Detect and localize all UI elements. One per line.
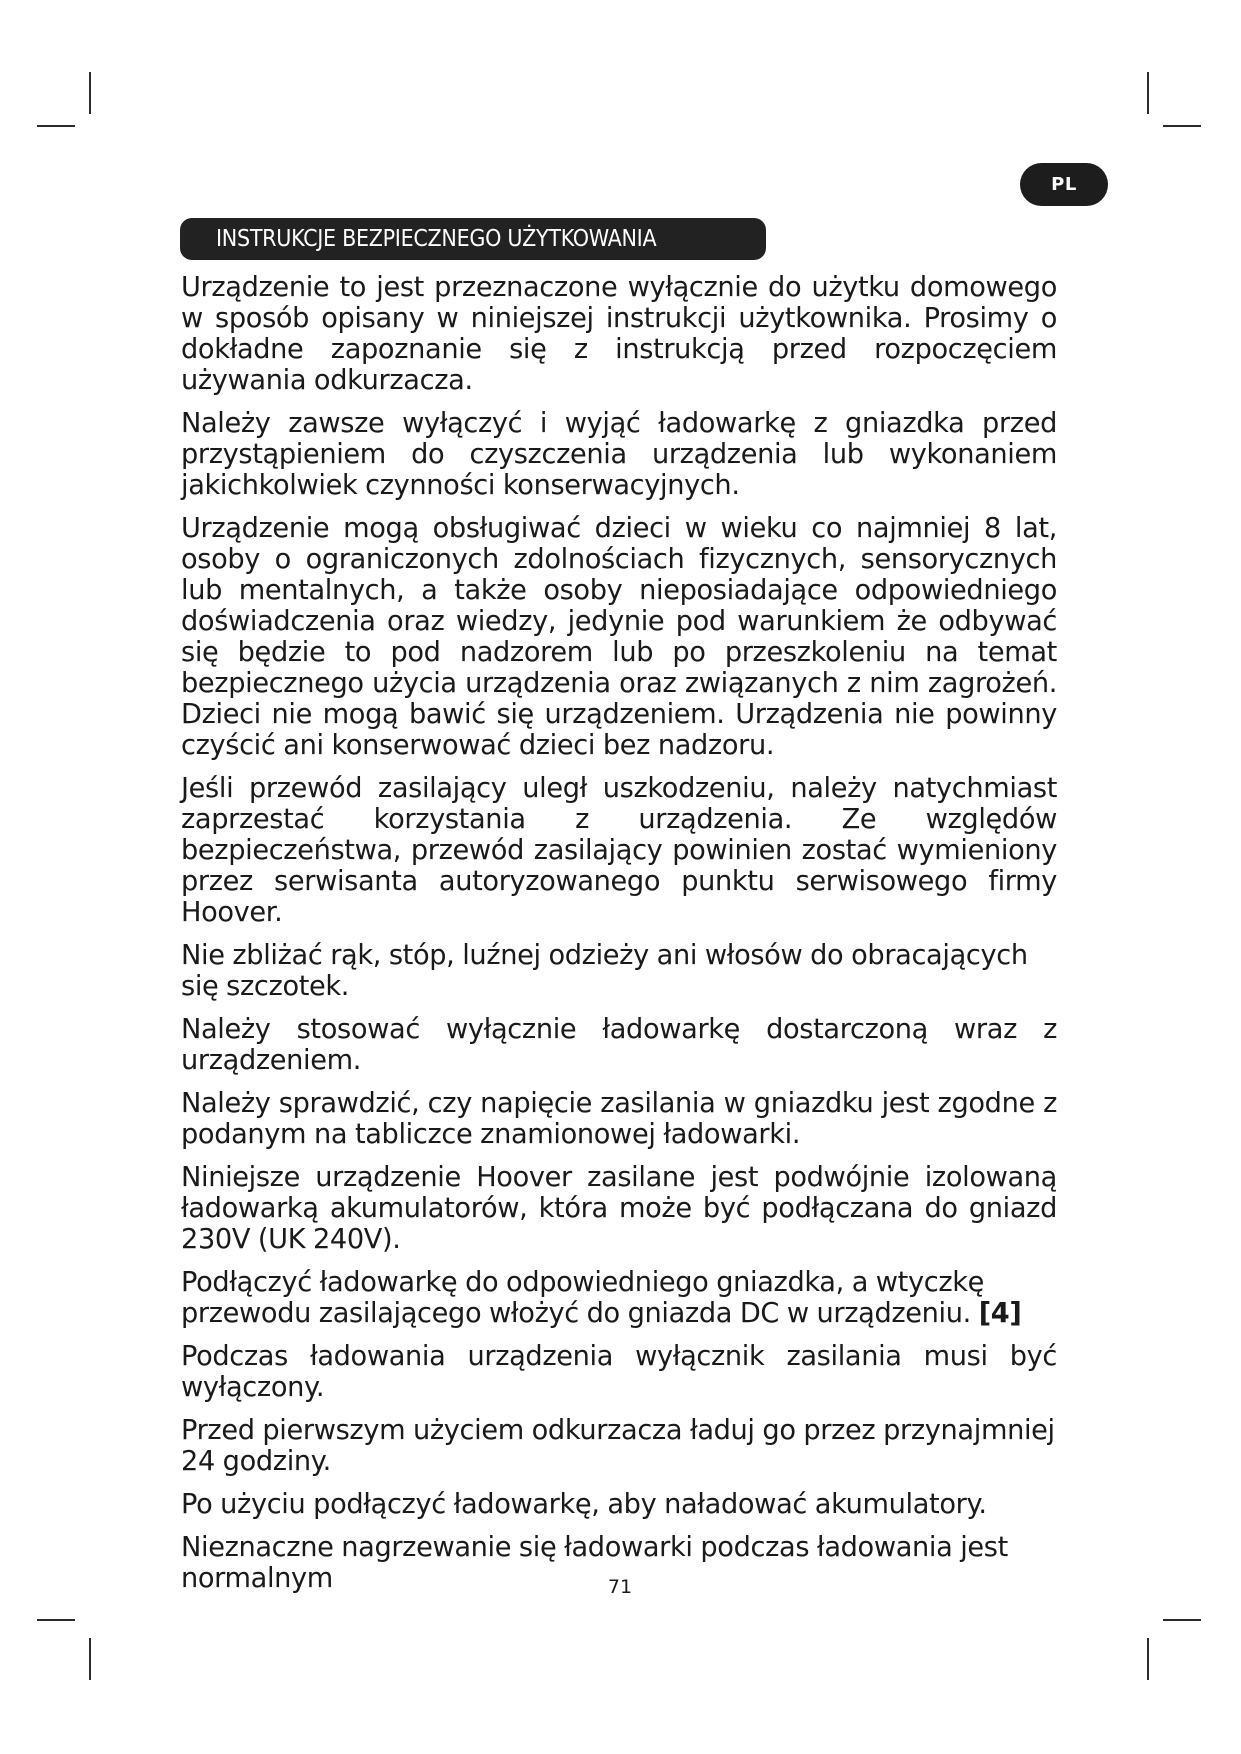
crop-mark-bottom-right-vertical	[1147, 1638, 1149, 1680]
paragraph-double-insulated: Niniejsze urządzenie Hoover zasilane jest podwójnie izolowaną ładowarką akumulatorów, która może być podłączana do gniazd 230V (UK 240V).	[181, 1162, 1057, 1255]
paragraph-power-switch-off: Podczas ładowania urządzenia wyłącznik zasilania musi być wyłączony.	[181, 1341, 1057, 1403]
paragraph-unplug-before-cleaning: Należy zawsze wyłączyć i wyjąć ładowarkę z gniazdka przed przystąpieniem do czyszczenia urządzenia lub wykonaniem jakichkolwiek czynności konserwacyjnych.	[181, 408, 1057, 501]
safety-instructions-body	[181, 272, 1057, 1606]
page-number: 71	[607, 1576, 633, 1598]
paragraph-connect-charger	[181, 1267, 1057, 1329]
crop-mark-bottom-left-horizontal	[37, 1619, 75, 1621]
crop-mark-top-left-horizontal	[37, 125, 75, 127]
crop-mark-bottom-left-vertical	[89, 1638, 91, 1680]
paragraph-first-charge: Przed pierwszym użyciem odkurzacza ładuj go przez przynajmniej 24 godziny.	[181, 1415, 1055, 1477]
crop-mark-bottom-right-horizontal	[1163, 1619, 1201, 1621]
connect-charger-text: Podłączyć ładowarkę do odpowiedniego gniazdka, a wtyczkę przewodu zasilającego włożyć do gniazda DC w urządzeniu.	[181, 1267, 985, 1329]
language-badge: PL	[1020, 163, 1108, 206]
paragraph-domestic-use: Urządzenie to jest przeznaczone wyłącznie do użytku domowego w sposób opisany w niniejszej instrukcji użytkownika. Prosimy o dokładne zapoznanie się z instrukcją przed rozpoczęciem używania odkurzacza.	[181, 272, 1057, 396]
crop-mark-top-right-vertical	[1147, 72, 1149, 114]
paragraph-damaged-cord: Jeśli przewód zasilający uległ uszkodzeniu, należy natychmiast zaprzestać korzystania z urządzenia. Ze względów bezpieczeństwa, przewód zasilający powinien zostać wymieniony przez serwisanta autoryzowanego punktu serwisowego firmy Hoover.	[181, 773, 1057, 928]
figure-reference: [4]	[978, 1298, 1022, 1329]
paragraph-supplied-charger: Należy stosować wyłącznie ładowarkę dostarczoną wraz z urządzeniem.	[181, 1014, 1057, 1076]
paragraph-rotating-brushes: Nie zbliżać rąk, stóp, luźnej odzieży ani włosów do obracających się szczotek.	[181, 940, 1028, 1002]
section-title: INSTRUKCJE BEZPIECZNEGO UŻYTKOWANIA	[180, 218, 766, 260]
crop-mark-top-right-horizontal	[1163, 125, 1201, 127]
paragraph-recharge-after-use: Po użyciu podłączyć ładowarkę, aby naładować akumulatory.	[181, 1489, 987, 1520]
paragraph-charger-warming: Nieznaczne nagrzewanie się ładowarki podczas ładowania jest normalnym	[181, 1532, 1008, 1594]
paragraph-children-supervision: Urządzenie mogą obsługiwać dzieci w wieku co najmniej 8 lat, osoby o ograniczonych zdolnościach fizycznych, sensorycznych lub mentalnych, a także osoby nieposiadające odpowiedniego doświadczenia oraz wiedzy, jedynie pod warunkiem że odbywać się będzie to pod nadzorem lub po przeszkoleniu na temat bezpiecznego użycia urządzenia oraz związanych z nim zagrożeń. Dzieci nie mogą bawić się urządzeniem. Urządzenia nie powinny czyścić ani konserwować dzieci bez nadzoru.	[181, 513, 1057, 761]
paragraph-voltage-check: Należy sprawdzić, czy napięcie zasilania w gniazdku jest zgodne z podanym na tabliczce znamionowej ładowarki.	[181, 1088, 1057, 1150]
crop-mark-top-left-vertical	[89, 72, 91, 114]
